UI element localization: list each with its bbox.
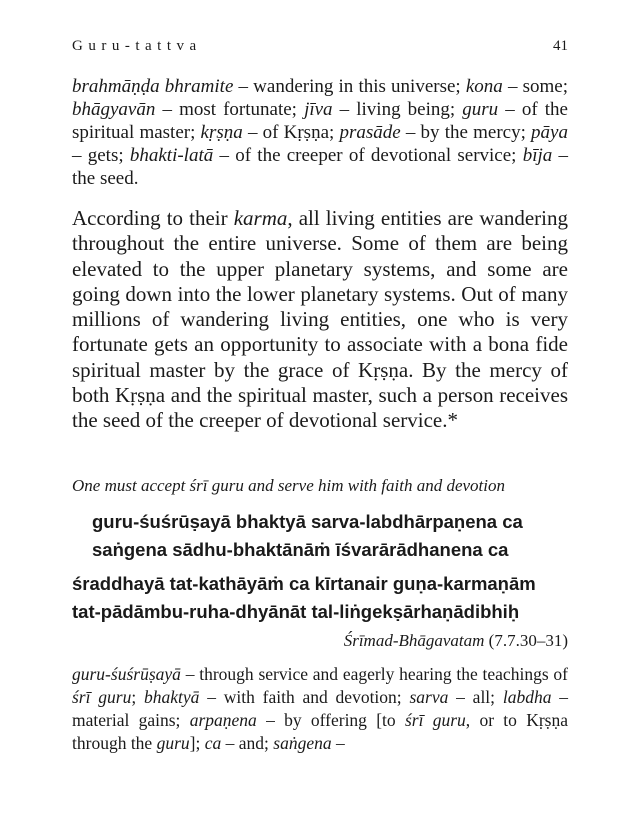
citation-reference: (7.7.30–31): [484, 631, 568, 650]
text-run: –: [331, 733, 345, 753]
word-gloss-top: [72, 75, 568, 190]
term: ca: [204, 733, 222, 753]
page-number: 41: [553, 38, 568, 54]
verse-line-1: guru-śuśrūṣayā bhaktyā sarva-labdhārpaṇena ca: [92, 511, 523, 532]
term: śrī guru: [72, 687, 132, 707]
term: saṅgena: [273, 733, 332, 753]
running-title: Guru-tattva: [72, 38, 202, 54]
term: kona: [465, 76, 503, 97]
term: karma: [233, 206, 288, 230]
text-run: , or to Kṛṣṇa through the: [72, 710, 568, 753]
text-run: – of Kṛṣṇa;: [242, 122, 340, 143]
term: guru: [156, 733, 190, 753]
text-run: – and;: [221, 733, 274, 753]
word-gloss-bottom: [72, 663, 568, 755]
text-run: – of the creeper of devotional service;: [213, 145, 523, 166]
text-run: – of the spiritual master;: [72, 99, 568, 143]
term: sarva: [409, 687, 449, 707]
text-run: – some;: [502, 76, 568, 97]
text-run: – most fortunate;: [155, 99, 305, 120]
term: brahmāṇḍa bhramite: [72, 76, 234, 97]
term: śrī guru: [404, 710, 466, 730]
text-run: ];: [189, 733, 205, 753]
section-heading: One must accept śrī guru and serve him with faith and devotion: [72, 476, 505, 495]
verse-line-2: saṅgena sādhu-bhaktānāṁ īśvarārādhanena ca: [92, 539, 509, 560]
citation-source: Śrīmad-Bhāgavatam: [343, 631, 485, 650]
term: guru: [462, 99, 499, 120]
verse-citation: [344, 631, 568, 651]
running-header: [72, 38, 568, 55]
text-run: – all;: [448, 687, 503, 707]
term: arpaṇena: [189, 710, 257, 730]
text-run: – gets;: [72, 145, 130, 166]
text-run: ;: [131, 687, 144, 707]
verse-couplet-1: [72, 508, 588, 564]
text-run: – through service and eagerly hearing the teachings of: [180, 664, 568, 684]
text-run: According to their: [72, 206, 234, 230]
purport-paragraph: [72, 206, 568, 434]
text-run: – living being;: [332, 99, 463, 120]
text-run: – by the mercy;: [400, 122, 532, 143]
term: bhaktyā: [144, 687, 200, 707]
term: labdha: [502, 687, 552, 707]
term: guru-śuśrūṣayā: [72, 664, 181, 684]
term: bhakti-latā: [129, 145, 214, 166]
verse-line-3: śraddhayā tat-kathāyāṁ ca kīrtanair guṇa-karmaṇām: [72, 573, 536, 594]
text-run: – the seed.: [72, 145, 568, 189]
term: bīja: [522, 145, 553, 166]
text-run: , all living entities are wandering throughout the entire universe. Some of them are being elevated to the upper planetary systems, and some are going down into the lower planetary systems. Out of many millions of wandering living entities, one who is very fortunate gets an opportunity to associate with a bona fide spiritual master by the grace of Kṛṣṇa. By the mercy of both Kṛṣṇa and the spiritual master, such a person receives the seed of the creeper of devotional service.*: [72, 206, 568, 433]
term: prasāde: [339, 122, 401, 143]
verse-line-4: tat-pādāmbu-ruha-dhyānāt tal-liṅgekṣārhaṇādibhiḥ: [72, 601, 520, 622]
term: kṛṣṇa: [200, 122, 243, 143]
text-run: – wandering in this universe;: [233, 76, 466, 97]
text-run: – by offering [to: [256, 710, 405, 730]
text-run: – with faith and devotion;: [199, 687, 410, 707]
term: bhāgyavān: [72, 99, 156, 120]
term: jīva: [304, 99, 333, 120]
text-run: – material gains;: [72, 687, 568, 730]
term: pāya: [531, 122, 568, 143]
verse-couplet-2: [72, 570, 568, 626]
